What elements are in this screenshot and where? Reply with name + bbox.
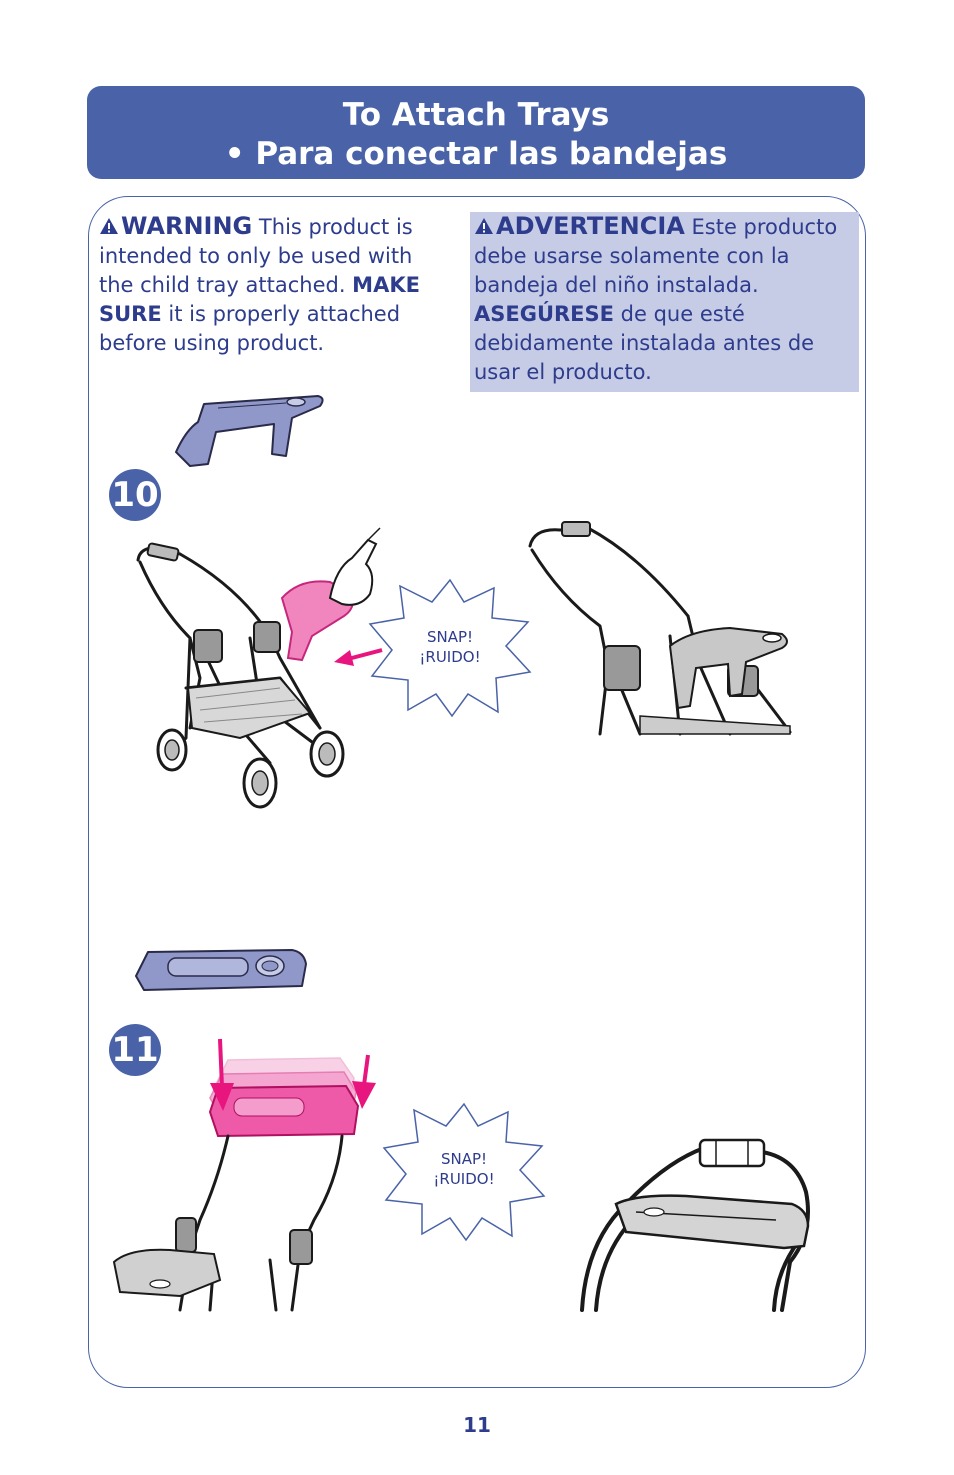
warning-bold: MAKE SURE xyxy=(99,273,420,326)
snap-label-10 xyxy=(400,627,500,667)
child-tray-part-illustration xyxy=(168,392,328,468)
advertencia-text-1: Este producto debe usarse solamente con la bandeja del niño instalada. xyxy=(474,215,838,297)
parent-tray-part-illustration xyxy=(134,946,309,994)
page-title-en: To Attach Trays xyxy=(342,97,610,133)
advertencia-title: ADVERTENCIA xyxy=(496,212,685,240)
warning-english xyxy=(99,212,444,358)
parent-tray-attached-closeup-illustration xyxy=(576,1132,828,1312)
snap-label-11 xyxy=(414,1149,514,1189)
warning-triangle-icon xyxy=(474,217,494,235)
warning-text-2: it is properly attached before using product. xyxy=(99,302,401,355)
stroller-tray-attached-illustration xyxy=(520,516,800,736)
press-down-arrows-icon xyxy=(206,1037,376,1113)
step-11-badge: 11 xyxy=(109,1024,161,1076)
snap-text-en: SNAP! xyxy=(440,1150,488,1168)
snap-text-es: ¡RUIDO! xyxy=(419,648,481,666)
advertencia-text-2: de que esté debidamente instalada antes de usar el producto. xyxy=(474,302,815,384)
snap-text-es: ¡RUIDO! xyxy=(433,1170,495,1188)
step-10-badge: 10 xyxy=(109,469,161,521)
stroller-attach-tray-illustration xyxy=(130,528,390,813)
warning-spanish xyxy=(470,212,859,392)
warning-triangle-icon xyxy=(99,217,119,235)
warning-text-1: This product is intended to only be used with the child tray attached. xyxy=(99,215,413,297)
page-header xyxy=(87,86,865,179)
warning-title: WARNING xyxy=(121,212,253,240)
page-title-es: • Para conectar las bandejas xyxy=(224,136,728,172)
page-number: 11 xyxy=(463,1413,491,1437)
advertencia-bold: ASEGÚRESE xyxy=(474,302,614,326)
snap-text-en: SNAP! xyxy=(426,628,474,646)
